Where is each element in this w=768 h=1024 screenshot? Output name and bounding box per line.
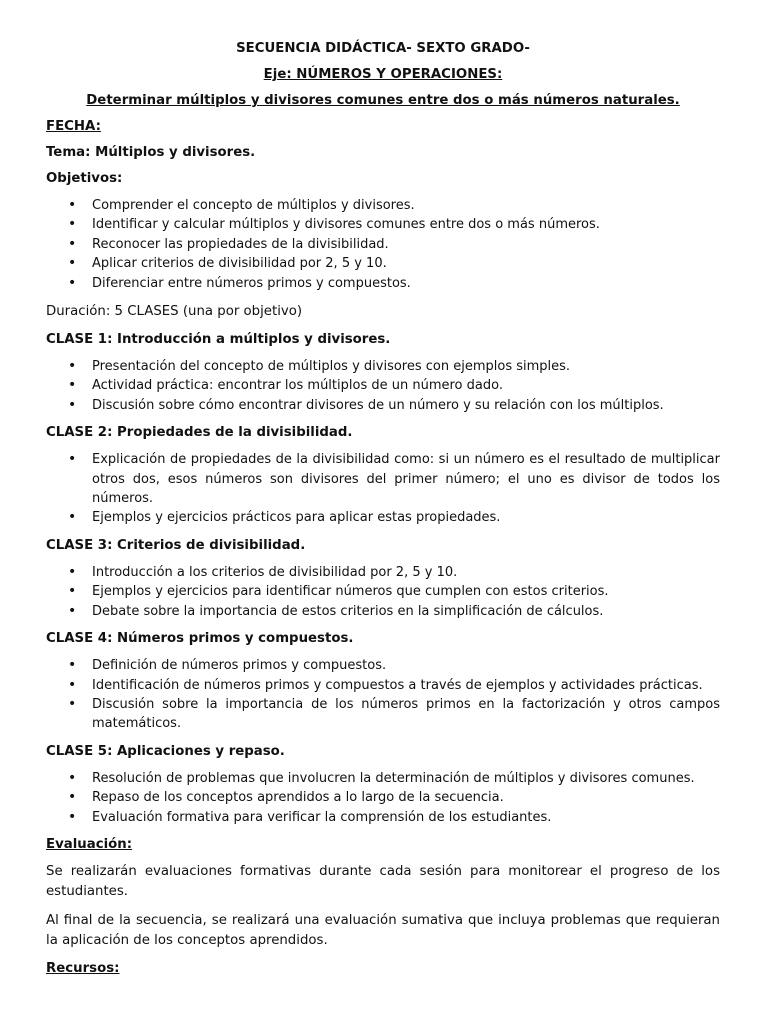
list-item: • Evaluación formativa para verificar la comprensión de los estudiantes. — [46, 808, 720, 827]
list-item: • Discusión sobre cómo encontrar divisores de un número y su relación con los múltiplos. — [46, 396, 720, 415]
class-2-heading: CLASE 2: Propiedades de la divisibilidad. — [46, 425, 353, 441]
list-item: • Identificación de números primos y compuestos a través de ejemplos y actividades prácticas. — [46, 676, 720, 695]
objectives-heading: Objetivos: — [46, 171, 123, 186]
list-item: • Ejemplos y ejercicios prácticos para aplicar estas propiedades. — [46, 508, 720, 527]
evaluation-heading: Evaluación: — [46, 836, 133, 852]
class-3-list — [46, 563, 720, 621]
list-item: • Explicación de propiedades de la divisibilidad como: si un número es el resultado de multiplicar otros dos, esos números son divisores del primer número; el uno es divisor de todos los números. — [46, 450, 720, 508]
document-page — [46, 40, 720, 986]
list-item: • Debate sobre la importancia de estos criterios en la simplificación de cálculos. — [46, 602, 720, 621]
document-title: SECUENCIA DIDÁCTICA- SEXTO GRADO- — [236, 41, 530, 56]
list-item: • Resolución de problemas que involucren la determinación de múltiplos y divisores comunes. — [46, 769, 720, 788]
list-item: • Introducción a los criterios de divisibilidad por 2, 5 y 10. — [46, 563, 720, 582]
class-4-list — [46, 656, 720, 734]
resources-heading: Recursos: — [46, 960, 120, 976]
goal-heading: Determinar múltiplos y divisores comunes entre dos o más números naturales. — [86, 93, 680, 108]
list-item: • Discusión sobre la importancia de los números primos en la factorización y otros campos matemáticos. — [46, 695, 720, 734]
date-label: FECHA: — [46, 119, 101, 134]
class-5-heading: CLASE 5: Aplicaciones y repaso. — [46, 743, 285, 759]
list-item: • Diferenciar entre números primos y compuestos. — [46, 274, 720, 293]
duration-text: Duración: 5 CLASES (una por objetivo) — [46, 304, 303, 320]
class-1-heading: CLASE 1: Introducción a múltiplos y divisores. — [46, 332, 391, 348]
objectives-list — [46, 196, 720, 293]
evaluation-paragraph-2: Al final de la secuencia, se realizará una evaluación sumativa que incluya problemas que requieran la aplicación de los conceptos aprendidos. — [46, 912, 720, 948]
evaluation-paragraph-1: Se realizarán evaluaciones formativas durante cada sesión para monitorear el progreso de los estudiantes. — [46, 863, 720, 899]
class-4-heading: CLASE 4: Números primos y compuestos. — [46, 631, 354, 647]
list-item: • Definición de números primos y compuestos. — [46, 656, 720, 675]
class-1-list — [46, 357, 720, 415]
list-item: • Presentación del concepto de múltiplos y divisores con ejemplos simples. — [46, 357, 720, 376]
list-item: • Identificar y calcular múltiplos y divisores comunes entre dos o más números. — [46, 215, 720, 234]
class-3-heading: CLASE 3: Criterios de divisibilidad. — [46, 537, 306, 553]
axis-heading: Eje: NÚMEROS Y OPERACIONES: — [263, 67, 503, 82]
list-item: • Repaso de los conceptos aprendidos a lo largo de la secuencia. — [46, 788, 720, 807]
list-item: • Actividad práctica: encontrar los múltiplos de un número dado. — [46, 376, 720, 395]
list-item: • Ejemplos y ejercicios para identificar números que cumplen con estos criterios. — [46, 582, 720, 601]
class-5-list — [46, 769, 720, 827]
list-item: • Comprender el concepto de múltiplos y divisores. — [46, 196, 720, 215]
list-item: • Reconocer las propiedades de la divisibilidad. — [46, 235, 720, 254]
list-item: • Aplicar criterios de divisibilidad por 2, 5 y 10. — [46, 254, 720, 273]
topic-heading: Tema: Múltiplos y divisores. — [46, 145, 256, 160]
class-2-list — [46, 450, 720, 528]
